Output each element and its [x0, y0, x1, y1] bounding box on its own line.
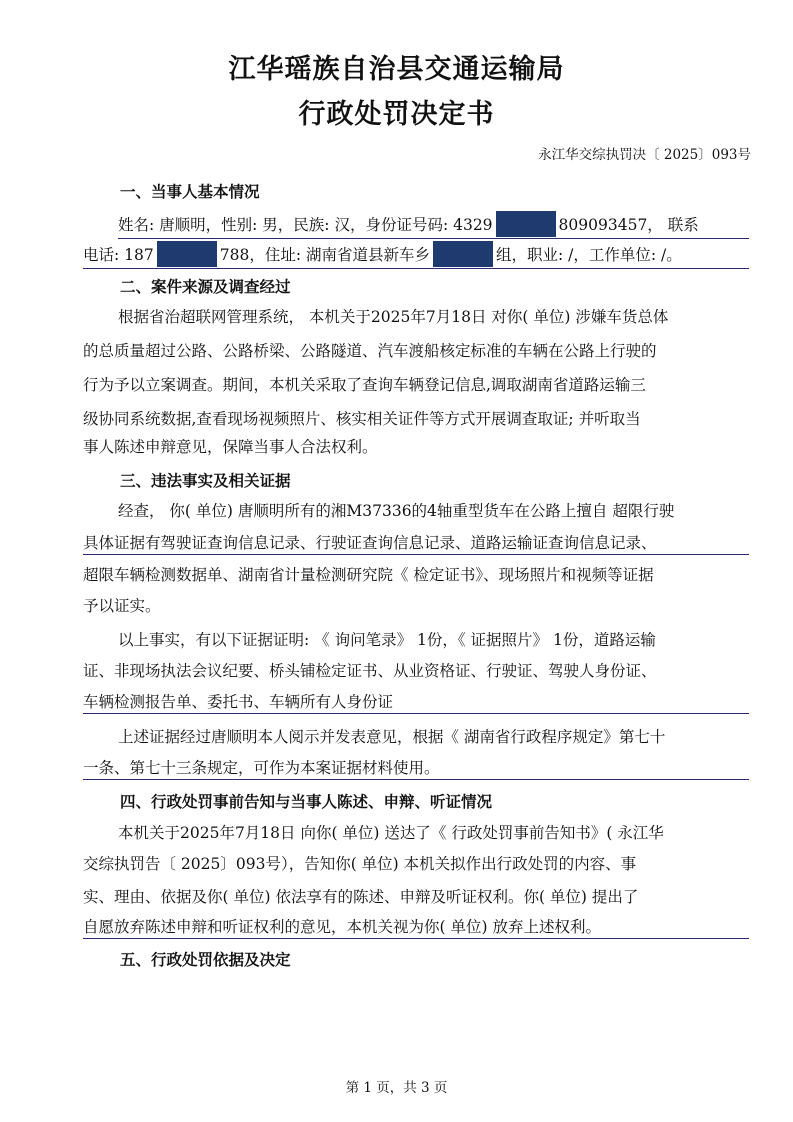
paragraph-line: 证、非现场执法会议纪要、桥头铺检定证书、从业资格证、行驶证、驾驶人身份证、: [83, 662, 657, 680]
paragraph-line: 经查， 你( 单位) 唐顺明所有的湘M37336的4轴重型货车在公路上擅自 超限行驶: [118, 502, 675, 520]
party-info-text: 788，住址: 湖南省道县新车乡: [219, 246, 430, 264]
paragraph-line: 上述证据经过唐顺明本人阅示并发表意见，根据《 湖南省行政程序规定》第七十: [118, 728, 666, 746]
section-5-heading: 五、行政处罚依据及决定: [120, 951, 291, 969]
section-2-heading: 二、案件来源及调查经过: [120, 278, 291, 296]
redaction-box: [496, 211, 556, 237]
section-3-heading: 三、违法事实及相关证据: [120, 472, 291, 490]
paragraph-line: 的总质量超过公路、公路桥梁、公路隧道、汽车渡船核定标准的车辆在公路上行驶的: [83, 342, 657, 360]
paragraph-line: 本机关于2025年7月18日 向你( 单位) 送达了《 行政处罚事前告知书》( 永江华: [118, 824, 664, 842]
section-4-heading: 四、行政处罚事前告知与当事人陈述、申辩、听证情况: [120, 793, 493, 811]
page-indicator: 第 1 页，共 3 页: [345, 1080, 448, 1096]
paragraph-line: 一条、第七十三条规定，可作为本案证据材料使用。: [83, 758, 749, 780]
paragraph-line: 根据省治超联网管理系统， 本机关于2025年7月18日 对你( 单位) 涉嫌车货总体: [118, 308, 669, 326]
paragraph-line: 实、理由、依据及你( 单位) 依法享有的陈述、申辩及听证权利。你( 单位) 提出了: [83, 888, 639, 906]
paragraph-line: 行为予以立案调查。期间，本机关采取了查询车辆登记信息,调取湖南省道路运输三: [83, 376, 646, 394]
party-info-text: 电话: 187: [83, 246, 154, 264]
paragraph-line: 具体证据有驾驶证查询信息记录、行驶证查询信息记录、道路运输证查询信息记录、: [83, 533, 749, 555]
document-number: 永江华交综执罚决〔 2025〕093号: [538, 147, 751, 163]
paragraph-line: 级协同系统数据,查看现场视频照片、核实相关证件等方式开展调查取证; 并听取当: [83, 410, 641, 428]
party-info-text: 809093457， 联系: [558, 216, 699, 234]
paragraph-line: 超限车辆检测数据单、湖南省计量检测研究院《 检定证书》、现场照片和视频等证据: [83, 566, 654, 584]
paragraph-line: 以上事实，有以下证据证明: 《 询问笔录》 1份，《 证据照片》 1份，道路运输: [118, 631, 656, 649]
paragraph-line: 事人陈述申辩意见，保障当事人合法权利。: [83, 438, 378, 456]
party-info-line-2: [83, 241, 749, 269]
paragraph-line: 交综执罚告〔 2025〕093号），告知你( 单位) 本机关拟作出行政处罚的内容、事: [83, 855, 637, 873]
redaction-box: [157, 241, 217, 267]
paragraph-line: 自愿放弃陈述申辩和听证权利的意见，本机关视为你( 单位) 放弃上述权利。: [83, 917, 749, 939]
redaction-box: [433, 241, 493, 267]
party-info-text: 姓名: 唐顺明，性别: 男，民族: 汉，身份证号码: 4329: [118, 216, 493, 234]
document-title: 行政处罚决定书: [298, 99, 495, 130]
party-info-line-1: [118, 211, 749, 239]
section-1-heading: 一、当事人基本情况: [120, 183, 260, 201]
paragraph-line: 予以证实。: [83, 597, 161, 615]
party-info-text: 组，职业: /，工作单位: /。: [495, 246, 682, 264]
paragraph-line: 车辆检测报告单、委托书、车辆所有人身份证: [83, 692, 749, 714]
agency-title: 江华瑶族自治县交通运输局: [228, 54, 565, 85]
